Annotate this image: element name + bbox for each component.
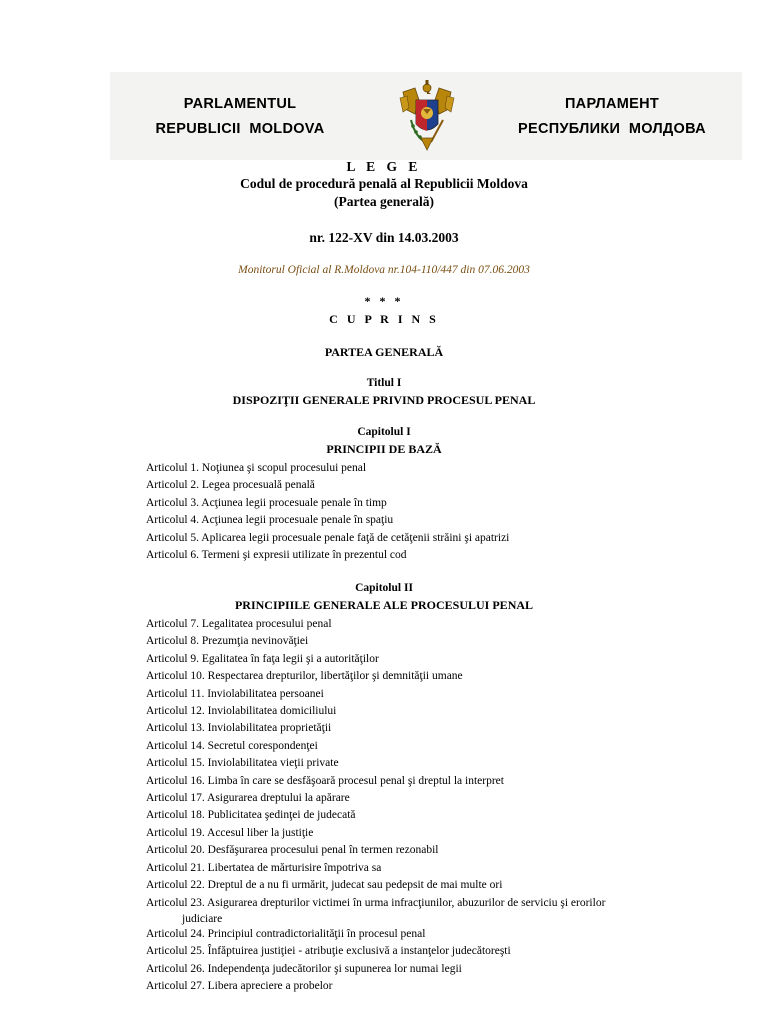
- article-link[interactable]: Articolul 18. Publicitatea şedinţei de judecată: [146, 809, 356, 822]
- chapter1-label: Capitolul I: [357, 426, 411, 438]
- article-link[interactable]: Articolul 27. Libera apreciere a probelor: [146, 980, 333, 993]
- separator-stars: * * *: [364, 294, 404, 308]
- chapter2-article-list: [146, 616, 686, 996]
- title1-label: Titlul I: [366, 377, 402, 389]
- title1-heading: DISPOZIŢII GENERALE PRIVIND PROCESUL PENAL: [232, 393, 536, 407]
- article-link[interactable]: Articolul 1. Noţiunea şi scopul procesului penal: [146, 462, 367, 474]
- article-23-continuation: judiciare: [182, 912, 223, 925]
- article-23-text: Articolul 23. Asigurarea drepturilor victimei în urma infracţiunilor, abuzurilor de serviciu şi erorilor: [146, 896, 606, 909]
- article-link[interactable]: Articolul 22. Dreptul de a nu fi urmărit, judecat sau pedepsit de mai multe ori: [146, 879, 503, 892]
- header-right-line2: РЕСПУБЛИКИ МОЛДОВА: [518, 121, 706, 137]
- contents-heading: C U P R I N S: [329, 312, 439, 326]
- header-left-line2: REPUBLICII MOLDOVA: [155, 121, 325, 137]
- article-link[interactable]: Articolul 5. Aplicarea legii procesuale penale faţă de cetăţenii străini şi apatrizi: [146, 531, 510, 544]
- article-link[interactable]: Articolul 4. Acţiunea legii procesuale penale în spaţiu: [146, 514, 394, 527]
- article-link[interactable]: Articolul 8. Prezumţia nevinovăţiei: [146, 635, 309, 648]
- article-link[interactable]: Articolul 12. Inviolabilitatea domiciliului: [146, 705, 337, 718]
- article-link[interactable]: Articolul 11. Inviolabilitatea persoanei: [146, 687, 324, 700]
- chapter2-heading: PRINCIPIILE GENERALE ALE PROCESULUI PENAL: [234, 598, 534, 612]
- article-link[interactable]: Articolul 7. Legalitatea procesului penal: [146, 618, 332, 630]
- parliament-header: [110, 72, 742, 160]
- article-link[interactable]: Articolul 26. Independenţa judecătorilor şi supunerea lor numai legii: [146, 962, 462, 975]
- article-link[interactable]: Articolul 3. Acţiunea legii procesuale penale în timp: [146, 496, 387, 509]
- article-link[interactable]: Articolul 20. Desfăşurarea procesului penal în termen rezonabil: [146, 844, 439, 857]
- article-link[interactable]: Articolul 19. Accesul liber la justiţie: [146, 826, 314, 839]
- chapter1-heading: PRINCIPII DE BAZĂ: [326, 442, 442, 456]
- article-link[interactable]: Articolul 9. Egalitatea în faţa legii şi a autorităţilor: [146, 652, 379, 665]
- general-part-heading: PARTEA GENERALĂ: [324, 345, 444, 359]
- article-link[interactable]: Articolul 10. Respectarea drepturilor, libertăţilor şi demnităţii umane: [146, 670, 463, 683]
- article-link[interactable]: Articolul 13. Inviolabilitatea proprietăţii: [146, 722, 332, 735]
- header-russian: [502, 92, 722, 142]
- article-link[interactable]: Articolul 6. Termeni şi expresii utilizate în prezentul cod: [146, 549, 407, 562]
- article-link[interactable]: Articolul 25. Înfăptuirea justiţiei - atribuţie exclusivă a instanţelor judecătoreşti: [146, 945, 511, 958]
- article-link-wrapped[interactable]: [146, 895, 686, 926]
- part-subtitle: (Partea generală): [333, 194, 435, 209]
- header-left-line1: PARLAMENTUL: [183, 96, 297, 112]
- article-link[interactable]: Articolul 17. Asigurarea dreptului la apărare: [146, 792, 350, 805]
- article-link[interactable]: Articolul 21. Libertatea de mărturisire împotriva sa: [146, 861, 382, 874]
- article-link[interactable]: Articolul 2. Legea procesuală penală: [146, 479, 315, 492]
- law-number: nr. 122-XV din 14.03.2003: [309, 230, 459, 245]
- article-link[interactable]: Articolul 14. Secretul corespondenţei: [146, 739, 318, 752]
- header-right-line1: ПАРЛАМЕНТ: [564, 96, 660, 112]
- chapter2-label: Capitolul II: [355, 582, 413, 594]
- article-link[interactable]: Articolul 24. Principiul contradictorialităţii în procesul penal: [146, 927, 426, 940]
- official-monitor-reference: Monitorul Oficial al R.Moldova nr.104-110/447 din 07.06.2003: [238, 264, 530, 276]
- code-title: Codul de procedură penală al Republicii Moldova: [240, 176, 528, 191]
- article-link[interactable]: Articolul 15. Inviolabilitatea vieţii private: [146, 757, 339, 770]
- law-label: L E G E: [346, 159, 422, 174]
- article-link[interactable]: Articolul 16. Limba în care se desfăşoară procesul penal şi dreptul la interpret: [146, 774, 504, 787]
- header-romanian: [140, 92, 340, 142]
- moldova-coat-of-arms-icon: [397, 80, 457, 154]
- chapter1-article-list: [146, 460, 686, 564]
